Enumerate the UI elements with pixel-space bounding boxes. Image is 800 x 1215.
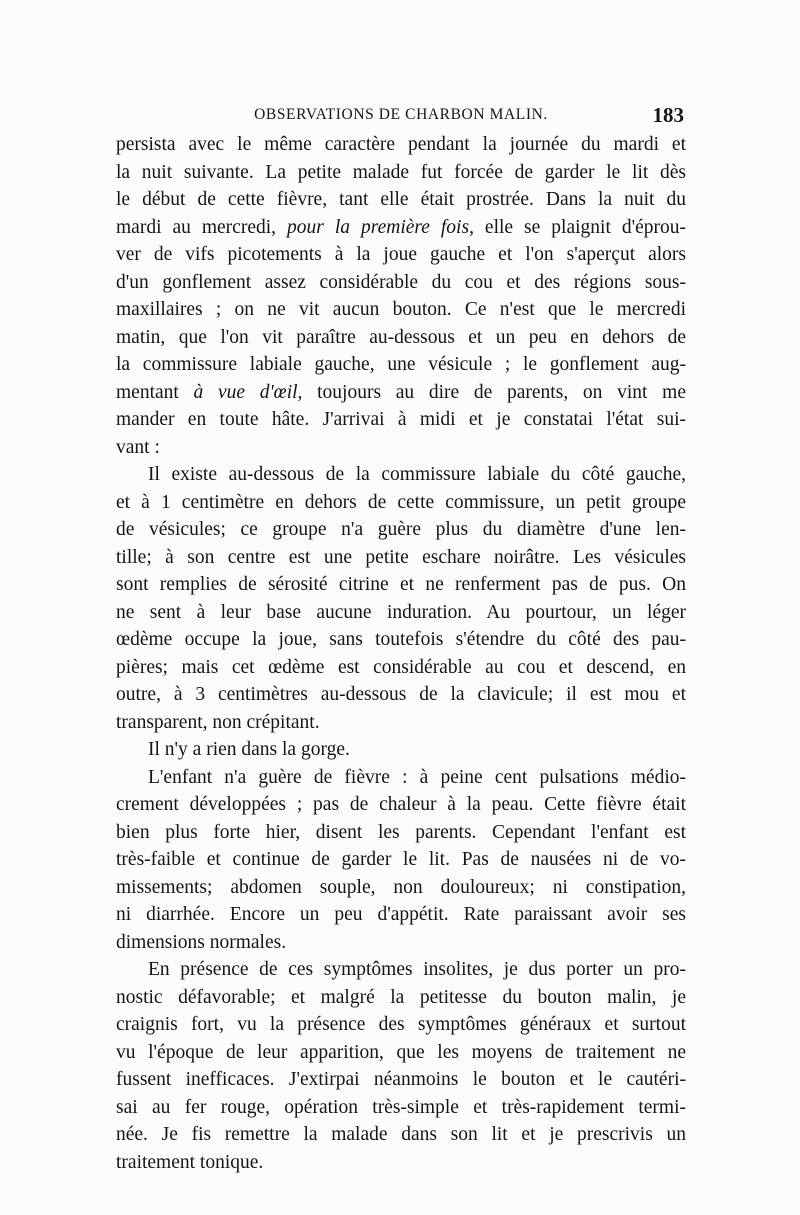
text-run: crement développées ; pas de chaleur à la peau. Cette fièvre était (116, 794, 686, 815)
text-line (116, 956, 686, 984)
text-line (116, 186, 686, 214)
text-run: transparent, non crépitant. (116, 711, 320, 733)
text-line (116, 819, 686, 847)
text-line (116, 1066, 686, 1094)
text-line (116, 929, 686, 957)
text-line (116, 434, 686, 462)
text-run: bien plus forte hier, disent les parents. Cependant l'enfant est (116, 821, 686, 843)
text-run: la commissure labiale gauche, une vésicule ; le gonflement aug- (116, 354, 686, 375)
text-run: missements; abdomen souple, non douloureux; ni constipation, (116, 876, 686, 898)
text-line (116, 901, 686, 929)
text-run: tille; à son centre est une petite eschare noirâtre. Les vésicules (116, 546, 686, 568)
text-run: mander en toute hâte. J'arrivai à midi et je constatai l'état sui- (116, 409, 686, 430)
text-line (116, 324, 686, 352)
text-run: et à 1 centimètre en dehors de cette commissure, un petit groupe (116, 491, 686, 513)
text-run: fussent inefficaces. J'extirpai néanmoins le bouton et le cautéri- (116, 1069, 686, 1090)
text-line (116, 874, 686, 902)
text-run: mentant (116, 381, 194, 403)
text-run: traitement tonique. (116, 1151, 264, 1173)
text-run: outre, à 3 centimètres au-dessous de la clavicule; il est mou et (116, 684, 686, 705)
text-run: vu l'époque de leur apparition, que les moyens de traitement ne (116, 1041, 686, 1063)
text-line (116, 379, 686, 407)
text-run: sai au fer rouge, opération très-simple et très-rapidement termi- (116, 1096, 686, 1118)
text-run: craignis fort, vu la présence des symptômes généraux et surtout (116, 1014, 686, 1035)
text-line (116, 489, 686, 517)
text-line (116, 1149, 686, 1177)
text-line (116, 736, 686, 764)
text-line (116, 214, 686, 242)
text-run: Il n'y a rien dans la gorge. (148, 739, 350, 760)
italic-phrase: pour la première fois, (287, 216, 474, 238)
italic-phrase: à vue d'œil, (193, 381, 303, 403)
text-line (116, 984, 686, 1012)
text-line (116, 681, 686, 709)
text-line (116, 544, 686, 572)
text-run: toujours au dire de parents, on vint me (302, 381, 686, 403)
text-run: persista avec le même caractère pendant la journée du mardi et (116, 134, 686, 155)
text-line (116, 764, 686, 792)
body-text (116, 131, 686, 1176)
text-run: ne sent à leur base aucune induration. Au pourtour, un léger (116, 601, 686, 623)
text-line (116, 1011, 686, 1039)
running-title: OBSERVATIONS DE CHARBON MALIN. (254, 106, 548, 123)
text-line (116, 599, 686, 627)
text-run: de vésicules; ce groupe n'a guère plus du diamètre d'une len- (116, 519, 686, 540)
text-line (116, 654, 686, 682)
text-run: matin, que l'on vit paraître au-dessous et un peu en dehors de (116, 326, 686, 348)
text-line (116, 1121, 686, 1149)
text-run: En présence de ces symptômes insolites, je dus porter un pro- (148, 959, 686, 980)
text-line (116, 351, 686, 379)
text-run: ver de vifs picotements à la joue gauche et l'on s'aperçut alors (116, 244, 686, 265)
text-line (116, 1094, 686, 1122)
text-line (116, 1039, 686, 1067)
text-line (116, 626, 686, 654)
text-run: née. Je fis remettre la malade dans son lit et je prescrivis un (116, 1124, 686, 1145)
text-run: sont remplies de sérosité citrine et ne renferment pas de pus. On (116, 574, 686, 595)
text-run: Il existe au-dessous de la commissure labiale du côté gauche, (148, 464, 686, 485)
text-line (116, 241, 686, 269)
text-run: la nuit suivante. La petite malade fut forcée de garder le lit dès (116, 161, 686, 183)
text-line (116, 269, 686, 297)
text-line (116, 159, 686, 187)
text-run: L'enfant n'a guère de fièvre : à peine cent pulsations médio- (148, 766, 686, 788)
text-line (116, 131, 686, 159)
text-line (116, 461, 686, 489)
text-line (116, 791, 686, 819)
text-line (116, 709, 686, 737)
text-run: maxillaires ; on ne vit aucun bouton. Ce n'est que le mercredi (116, 299, 686, 320)
text-line (116, 571, 686, 599)
text-run: œdème occupe la joue, sans toutefois s'étendre du côté des pau- (116, 629, 686, 650)
text-line (116, 516, 686, 544)
running-head (116, 103, 686, 133)
text-run: vant : (116, 436, 160, 458)
text-run: ni diarrhée. Encore un peu d'appétit. Rate paraissant avoir ses (116, 904, 686, 925)
text-run: le début de cette fièvre, tant elle était prostrée. Dans la nuit du (116, 189, 686, 210)
page-number: 183 (652, 103, 684, 127)
text-run: d'un gonflement assez considérable du cou et des régions sous- (116, 271, 686, 293)
text-run: mardi au mercredi, (116, 216, 287, 238)
text-run: très-faible et continue de garder le lit. Pas de nausées ni de vo- (116, 849, 686, 870)
text-line (116, 846, 686, 874)
text-line (116, 406, 686, 434)
text-run: dimensions normales. (116, 931, 287, 953)
text-line (116, 296, 686, 324)
text-run: pières; mais cet œdème est considérable au cou et descend, en (116, 656, 686, 678)
text-run: elle se plaignit d'éprou- (473, 216, 686, 238)
text-run: nostic défavorable; et malgré la petitesse du bouton malin, je (116, 986, 686, 1008)
